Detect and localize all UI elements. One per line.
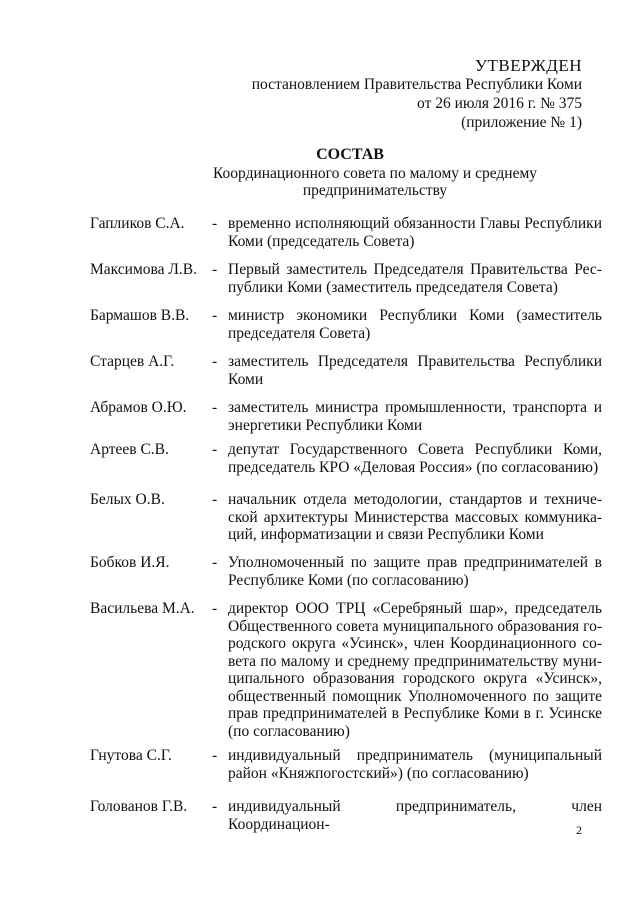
approval-appendix-line: (приложение № 1)	[461, 114, 582, 131]
member-name: Гнутова С.Г.	[90, 747, 172, 764]
member-dash: -	[212, 215, 218, 232]
member-row	[90, 261, 602, 307]
member-dash: -	[212, 441, 218, 458]
member-name: Старцев А.Г.	[90, 353, 175, 370]
member-dash: -	[212, 399, 218, 416]
document-subtitle: Координационного совета по малому и среднему предпринимательству	[212, 165, 538, 199]
member-name: Васильева М.А.	[90, 600, 195, 617]
member-dash: -	[212, 307, 218, 324]
member-description: индивидуальный предприниматель (муниципальный район «Княжпогостский») (по согласованию)	[228, 747, 602, 782]
member-description: заместитель министра промышленности, транспорта и энергетики Республики Коми	[228, 399, 602, 434]
member-row	[90, 307, 602, 353]
member-dash: -	[212, 261, 218, 278]
approval-block	[252, 56, 582, 132]
member-name: Гапликов С.А.	[90, 215, 185, 232]
member-dash: -	[212, 747, 218, 764]
member-name: Абрамов О.Ю.	[90, 399, 187, 416]
document-title: СОСТАВ	[316, 146, 384, 163]
member-row	[90, 554, 602, 600]
member-row	[90, 600, 602, 747]
member-dash: -	[212, 491, 218, 508]
member-row	[90, 215, 602, 261]
member-name: Белых О.В.	[90, 491, 165, 508]
members-list	[90, 215, 602, 833]
member-dash: -	[212, 798, 218, 815]
member-name: Бобков И.Я.	[90, 554, 170, 571]
member-dash: -	[212, 353, 218, 370]
member-dash: -	[212, 600, 218, 617]
approval-stamp: УТВЕРЖДЕН	[475, 56, 582, 75]
document-heading	[0, 145, 640, 199]
page-number: 2	[576, 823, 582, 837]
member-description: министр экономики Республики Коми (заместитель председателя Совета)	[228, 307, 602, 342]
member-name: Артеев С.В.	[90, 441, 169, 458]
member-row	[90, 491, 602, 554]
member-description: директор ООО ТРЦ «Серебряный шар», председатель Общественного совета муниципального образования городского округа «Усинск», член Координационного совета по малому и среднему предпринимательству муниципального образования городского округа «Усинск», общественный помощник Уполномоченного по защите прав предпринимателей в Республике Коми в г. Усинске (по согласованию)	[228, 600, 602, 740]
member-description: индивидуальный предприниматель, член Координацион-	[228, 798, 602, 833]
approval-date-line: от 26 июля 2016 г. № 375	[417, 95, 582, 112]
member-description: начальник отдела методологии, стандартов и технической архитектуры Министерства массовых коммуникаций, информатизации и связи Республики Коми	[228, 491, 602, 543]
member-description: заместитель Председателя Правительства Республики Коми	[228, 353, 602, 388]
member-description: Уполномоченный по защите прав предпринимателей в Республике Коми (по согласованию)	[228, 554, 602, 589]
member-row	[90, 798, 602, 833]
member-description: временно исполняющий обязанности Главы Республики Коми (председатель Совета)	[228, 215, 602, 250]
member-name: Бармашов В.В.	[90, 307, 190, 324]
member-name: Голованов Г.В.	[90, 798, 188, 815]
member-name: Максимова Л.В.	[90, 261, 198, 278]
member-dash: -	[212, 554, 218, 571]
member-row	[90, 353, 602, 399]
member-description: депутат Государственного Совета Республики Коми, председатель КРО «Деловая Россия» (по согласованию)	[228, 441, 602, 476]
member-description: Первый заместитель Председателя Правительства Республики Коми (заместитель председателя Совета)	[228, 261, 602, 296]
member-row	[90, 747, 602, 798]
member-row	[90, 441, 602, 491]
member-row	[90, 399, 602, 441]
approval-resolution-line: постановлением Правительства Республики Коми	[251, 76, 582, 93]
